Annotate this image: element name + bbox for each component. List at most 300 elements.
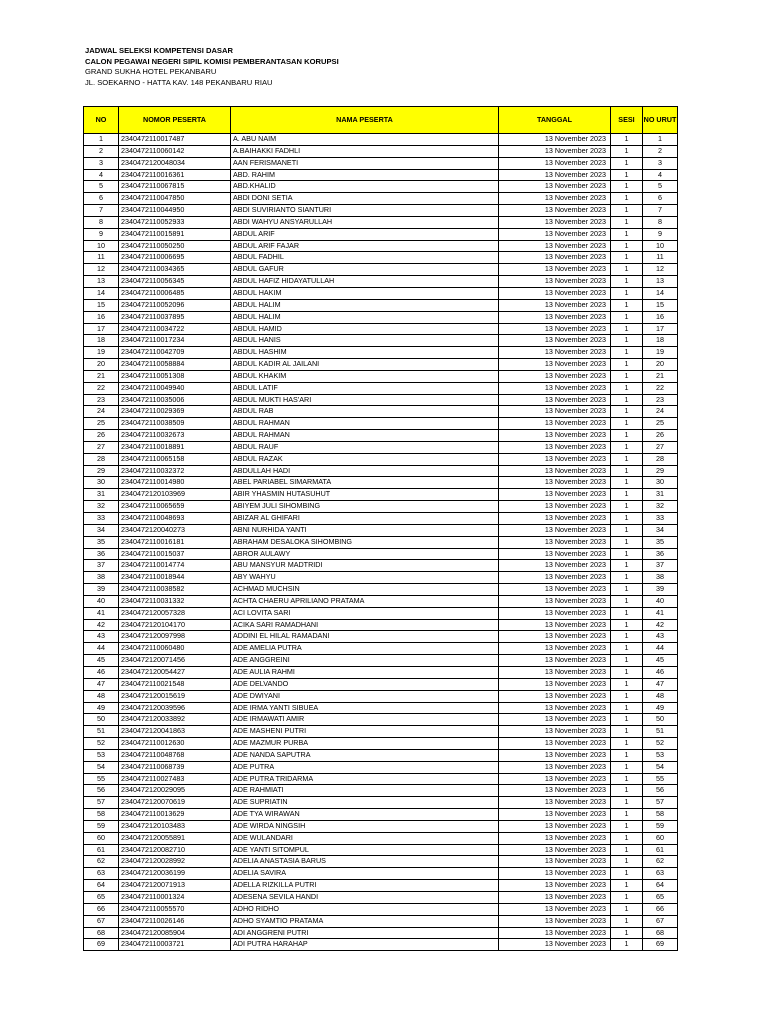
cell-no-urut: 29 [643,465,678,477]
cell-nama-peserta: ABDUL HALIM [231,311,499,323]
table-row [84,773,678,785]
cell-nama-peserta: ABRAHAM DESALOKA SIHOMBING [231,536,499,548]
cell-nama-peserta: ABU MANSYUR MADTRIDI [231,560,499,572]
cell-no: 34 [84,524,119,536]
cell-nama-peserta: ADHO RIDHO [231,903,499,915]
cell-no-urut: 9 [643,228,678,240]
cell-nama-peserta: ABDUL HAMID [231,323,499,335]
table-row [84,678,678,690]
cell-nama-peserta: ABDUL FADHIL [231,252,499,264]
cell-tanggal: 13 November 2023 [499,761,611,773]
cell-sesi: 1 [611,726,643,738]
cell-tanggal: 13 November 2023 [499,678,611,690]
cell-no-urut: 10 [643,240,678,252]
table-row [84,157,678,169]
cell-no: 5 [84,181,119,193]
cell-no: 8 [84,216,119,228]
cell-nomor-peserta: 2340472120033892 [119,714,231,726]
cell-no: 28 [84,453,119,465]
cell-no-urut: 50 [643,714,678,726]
cell-sesi: 1 [611,382,643,394]
table-row [84,643,678,655]
cell-nomor-peserta: 2340472110017234 [119,335,231,347]
cell-tanggal: 13 November 2023 [499,370,611,382]
cell-tanggal: 13 November 2023 [499,382,611,394]
cell-nama-peserta: ABD.KHALID [231,181,499,193]
table-row [84,252,678,264]
cell-tanggal: 13 November 2023 [499,157,611,169]
cell-no-urut: 44 [643,643,678,655]
cell-no-urut: 47 [643,678,678,690]
cell-tanggal: 13 November 2023 [499,430,611,442]
cell-sesi: 1 [611,595,643,607]
cell-nomor-peserta: 2340472110031332 [119,595,231,607]
cell-sesi: 1 [611,430,643,442]
cell-tanggal: 13 November 2023 [499,809,611,821]
cell-nama-peserta: ACIKA SARI RAMADHANI [231,619,499,631]
cell-no: 54 [84,761,119,773]
table-row [84,915,678,927]
venue-address: JL. SOEKARNO - HATTA KAV. 148 PEKANBARU RIAU [85,77,273,87]
cell-no: 4 [84,169,119,181]
cell-no-urut: 48 [643,690,678,702]
table-row [84,690,678,702]
cell-nomor-peserta: 2340472120097998 [119,631,231,643]
table-row [84,347,678,359]
cell-no-urut: 31 [643,489,678,501]
cell-no: 16 [84,311,119,323]
cell-nomor-peserta: 2340472120015619 [119,690,231,702]
cell-no-urut: 54 [643,761,678,773]
cell-nama-peserta: ABDI DONI SETIA [231,193,499,205]
cell-nomor-peserta: 2340472110027483 [119,773,231,785]
cell-no-urut: 57 [643,797,678,809]
cell-tanggal: 13 November 2023 [499,299,611,311]
table-row [84,430,678,442]
cell-tanggal: 13 November 2023 [499,844,611,856]
cell-sesi: 1 [611,335,643,347]
table-row [84,749,678,761]
cell-no: 35 [84,536,119,548]
table-row [84,856,678,868]
cell-nama-peserta: ADELIA SAVIRA [231,868,499,880]
col-header-nomor-peserta: NOMOR PESERTA [119,107,231,134]
table-row [84,939,678,951]
table-row [84,809,678,821]
cell-nomor-peserta: 2340472110038582 [119,584,231,596]
cell-nomor-peserta: 2340472110065158 [119,453,231,465]
cell-tanggal: 13 November 2023 [499,631,611,643]
cell-nomor-peserta: 2340472110034722 [119,323,231,335]
cell-sesi: 1 [611,655,643,667]
cell-nomor-peserta: 2340472110015891 [119,228,231,240]
cell-nomor-peserta: 2340472110060480 [119,643,231,655]
cell-no-urut: 61 [643,844,678,856]
table-row [84,595,678,607]
cell-nomor-peserta: 2340472110048693 [119,513,231,525]
table-row [84,619,678,631]
cell-no: 20 [84,359,119,371]
table-row [84,323,678,335]
cell-nomor-peserta: 2340472120028992 [119,856,231,868]
cell-no-urut: 41 [643,607,678,619]
cell-nama-peserta: ACHMAD MUCHSIN [231,584,499,596]
cell-tanggal: 13 November 2023 [499,773,611,785]
cell-sesi: 1 [611,441,643,453]
cell-nama-peserta: ABDULLAH HADI [231,465,499,477]
cell-no-urut: 30 [643,477,678,489]
cell-no-urut: 3 [643,157,678,169]
cell-no: 33 [84,513,119,525]
cell-nomor-peserta: 2340472110049940 [119,382,231,394]
table-row [84,761,678,773]
cell-no-urut: 60 [643,832,678,844]
cell-no-urut: 65 [643,892,678,904]
table-row [84,264,678,276]
cell-nomor-peserta: 2340472110018891 [119,441,231,453]
cell-no-urut: 21 [643,370,678,382]
cell-no: 14 [84,287,119,299]
cell-tanggal: 13 November 2023 [499,145,611,157]
table-row [84,702,678,714]
cell-nama-peserta: ABIR YHASMIN HUTASUHUT [231,489,499,501]
cell-sesi: 1 [611,311,643,323]
cell-nomor-peserta: 2340472120054427 [119,666,231,678]
cell-nomor-peserta: 2340472120082710 [119,844,231,856]
cell-nomor-peserta: 2340472120040273 [119,524,231,536]
schedule-title: JADWAL SELEKSI KOMPETENSI DASAR [85,46,233,55]
cell-nama-peserta: ADE AMELIA PUTRA [231,643,499,655]
cell-tanggal: 13 November 2023 [499,453,611,465]
cell-nama-peserta: ADE YANTI SITOMPUL [231,844,499,856]
cell-nama-peserta: ABDUL HAKIM [231,287,499,299]
table-row [84,880,678,892]
cell-no: 18 [84,335,119,347]
cell-sesi: 1 [611,666,643,678]
table-row [84,205,678,217]
cell-tanggal: 13 November 2023 [499,193,611,205]
cell-nomor-peserta: 2340472110026146 [119,915,231,927]
cell-no: 27 [84,441,119,453]
cell-sesi: 1 [611,927,643,939]
document-header [85,46,339,88]
table-row [84,240,678,252]
cell-nomor-peserta: 2340472110029369 [119,406,231,418]
cell-nama-peserta: ADDINI EL HILAL RAMADANI [231,631,499,643]
cell-nama-peserta: ADELLA RIZKILLA PUTRI [231,880,499,892]
cell-no-urut: 28 [643,453,678,465]
cell-no-urut: 40 [643,595,678,607]
cell-no-urut: 34 [643,524,678,536]
cell-nomor-peserta: 2340472120036199 [119,868,231,880]
cell-no: 23 [84,394,119,406]
cell-no-urut: 4 [643,169,678,181]
cell-nomor-peserta: 2340472110052096 [119,299,231,311]
cell-no-urut: 62 [643,856,678,868]
cell-no: 68 [84,927,119,939]
table-row [84,453,678,465]
cell-no-urut: 26 [643,430,678,442]
cell-nama-peserta: ADE WULANDARI [231,832,499,844]
cell-nama-peserta: ADE IRMAWATI AMIR [231,714,499,726]
table-row [84,655,678,667]
cell-no: 43 [84,631,119,643]
cell-no: 3 [84,157,119,169]
cell-no-urut: 42 [643,619,678,631]
cell-no: 30 [84,477,119,489]
cell-nomor-peserta: 2340472110051308 [119,370,231,382]
cell-nomor-peserta: 2340472110068739 [119,761,231,773]
cell-sesi: 1 [611,536,643,548]
cell-no: 21 [84,370,119,382]
cell-sesi: 1 [611,939,643,951]
cell-tanggal: 13 November 2023 [499,643,611,655]
cell-nama-peserta: ABDUL RAHMAN [231,430,499,442]
cell-nama-peserta: ABDUL HAFIZ HIDAYATULLAH [231,276,499,288]
cell-sesi: 1 [611,418,643,430]
cell-no-urut: 46 [643,666,678,678]
cell-no: 64 [84,880,119,892]
col-header-nama-peserta: NAMA PESERTA [231,107,499,134]
cell-nama-peserta: ADE MAZMUR PURBA [231,738,499,750]
cell-no: 45 [84,655,119,667]
cell-no: 37 [84,560,119,572]
cell-nama-peserta: ABDUL HASHIM [231,347,499,359]
cell-tanggal: 13 November 2023 [499,347,611,359]
cell-tanggal: 13 November 2023 [499,927,611,939]
cell-no-urut: 38 [643,572,678,584]
cell-nomor-peserta: 2340472110042709 [119,347,231,359]
cell-sesi: 1 [611,406,643,418]
cell-sesi: 1 [611,359,643,371]
cell-nomor-peserta: 2340472120057328 [119,607,231,619]
candidate-title: CALON PEGAWAI NEGERI SIPIL KOMISI PEMBERANTASAN KORUPSI [85,56,339,66]
cell-sesi: 1 [611,832,643,844]
cell-nomor-peserta: 2340472110048768 [119,749,231,761]
cell-nama-peserta: ABROR AULAWY [231,548,499,560]
cell-no-urut: 7 [643,205,678,217]
cell-no-urut: 43 [643,631,678,643]
cell-nama-peserta: A. ABU NAIM [231,134,499,146]
cell-sesi: 1 [611,465,643,477]
cell-sesi: 1 [611,501,643,513]
cell-nama-peserta: ADE TYA WIRAWAN [231,809,499,821]
cell-sesi: 1 [611,548,643,560]
cell-tanggal: 13 November 2023 [499,276,611,288]
cell-no: 57 [84,797,119,809]
cell-sesi: 1 [611,797,643,809]
cell-no: 41 [84,607,119,619]
cell-tanggal: 13 November 2023 [499,181,611,193]
cell-nama-peserta: ADELIA ANASTASIA BARUS [231,856,499,868]
cell-nama-peserta: ADE PUTRA [231,761,499,773]
cell-tanggal: 13 November 2023 [499,311,611,323]
cell-tanggal: 13 November 2023 [499,572,611,584]
cell-nama-peserta: ADE IRMA YANTI SIBUEA [231,702,499,714]
cell-tanggal: 13 November 2023 [499,524,611,536]
table-row [84,927,678,939]
cell-sesi: 1 [611,513,643,525]
cell-nomor-peserta: 2340472110034365 [119,264,231,276]
cell-nomor-peserta: 2340472110065659 [119,501,231,513]
cell-sesi: 1 [611,690,643,702]
cell-no-urut: 1 [643,134,678,146]
table-row [84,714,678,726]
cell-nama-peserta: ADE DWIYANI [231,690,499,702]
cell-no: 47 [84,678,119,690]
cell-tanggal: 13 November 2023 [499,406,611,418]
table-row [84,524,678,536]
table-row [84,382,678,394]
cell-tanggal: 13 November 2023 [499,560,611,572]
cell-sesi: 1 [611,524,643,536]
cell-nomor-peserta: 2340472120039596 [119,702,231,714]
cell-nama-peserta: ABDUL HANIS [231,335,499,347]
cell-no-urut: 17 [643,323,678,335]
cell-nomor-peserta: 2340472110055570 [119,903,231,915]
cell-nomor-peserta: 2340472120085904 [119,927,231,939]
cell-no: 12 [84,264,119,276]
cell-no: 48 [84,690,119,702]
cell-tanggal: 13 November 2023 [499,915,611,927]
cell-no: 15 [84,299,119,311]
cell-nomor-peserta: 2340472120071456 [119,655,231,667]
cell-sesi: 1 [611,264,643,276]
cell-tanggal: 13 November 2023 [499,892,611,904]
table-row [84,548,678,560]
cell-no: 66 [84,903,119,915]
cell-nomor-peserta: 2340472120041863 [119,726,231,738]
cell-no: 39 [84,584,119,596]
cell-no-urut: 66 [643,903,678,915]
cell-no-urut: 25 [643,418,678,430]
cell-tanggal: 13 November 2023 [499,169,611,181]
cell-tanggal: 13 November 2023 [499,513,611,525]
cell-tanggal: 13 November 2023 [499,134,611,146]
cell-sesi: 1 [611,714,643,726]
cell-tanggal: 13 November 2023 [499,702,611,714]
cell-tanggal: 13 November 2023 [499,595,611,607]
table-row [84,832,678,844]
cell-no: 69 [84,939,119,951]
cell-no-urut: 2 [643,145,678,157]
cell-nama-peserta: ADE MASHENI PUTRI [231,726,499,738]
cell-no-urut: 13 [643,276,678,288]
cell-nama-peserta: ADHO SYAMTIO PRATAMA [231,915,499,927]
cell-tanggal: 13 November 2023 [499,655,611,667]
cell-tanggal: 13 November 2023 [499,418,611,430]
cell-nomor-peserta: 2340472110006695 [119,252,231,264]
table-row [84,892,678,904]
cell-nama-peserta: ADE DELVANDO [231,678,499,690]
col-header-no: NO [84,107,119,134]
cell-no: 60 [84,832,119,844]
col-header-no-urut: NO URUT [643,107,678,134]
cell-no: 58 [84,809,119,821]
cell-sesi: 1 [611,489,643,501]
cell-no-urut: 63 [643,868,678,880]
cell-tanggal: 13 November 2023 [499,216,611,228]
cell-nama-peserta: ABDI SUVIRIANTO SIANTURI [231,205,499,217]
cell-tanggal: 13 November 2023 [499,820,611,832]
cell-no: 9 [84,228,119,240]
cell-nama-peserta: ABDUL RAB [231,406,499,418]
cell-sesi: 1 [611,820,643,832]
cell-no-urut: 53 [643,749,678,761]
cell-nomor-peserta: 2340472120029095 [119,785,231,797]
cell-nama-peserta: ABNI NURHIDA YANTI [231,524,499,536]
cell-sesi: 1 [611,631,643,643]
cell-no-urut: 58 [643,809,678,821]
cell-nama-peserta: ABY WAHYU [231,572,499,584]
table-header-row [84,107,678,134]
cell-nama-peserta: ADI ANGGRENI PUTRI [231,927,499,939]
cell-nomor-peserta: 2340472110016361 [119,169,231,181]
table-row [84,418,678,430]
cell-nama-peserta: ABDUL KHAKIM [231,370,499,382]
cell-no: 7 [84,205,119,217]
cell-nomor-peserta: 2340472120104170 [119,619,231,631]
cell-sesi: 1 [611,276,643,288]
table-row [84,181,678,193]
cell-tanggal: 13 November 2023 [499,501,611,513]
cell-tanggal: 13 November 2023 [499,205,611,217]
cell-tanggal: 13 November 2023 [499,856,611,868]
cell-nama-peserta: ABDUL HALIM [231,299,499,311]
cell-no: 36 [84,548,119,560]
cell-nama-peserta: ADE AULIA RAHMI [231,666,499,678]
cell-tanggal: 13 November 2023 [499,714,611,726]
cell-tanggal: 13 November 2023 [499,726,611,738]
participant-table [83,106,678,951]
cell-no-urut: 69 [643,939,678,951]
cell-nama-peserta: ADE ANGGREINI [231,655,499,667]
cell-nama-peserta: ADE PUTRA TRIDARMA [231,773,499,785]
cell-tanggal: 13 November 2023 [499,690,611,702]
cell-sesi: 1 [611,252,643,264]
cell-tanggal: 13 November 2023 [499,441,611,453]
cell-tanggal: 13 November 2023 [499,738,611,750]
cell-nomor-peserta: 2340472120071913 [119,880,231,892]
table-row [84,607,678,619]
cell-tanggal: 13 November 2023 [499,548,611,560]
cell-nama-peserta: ABDUL GAFUR [231,264,499,276]
cell-sesi: 1 [611,323,643,335]
cell-no: 67 [84,915,119,927]
cell-nama-peserta: ADI PUTRA HARAHAP [231,939,499,951]
cell-nama-peserta: ABIYEM JULI SIHOMBING [231,501,499,513]
cell-nama-peserta: ADE WIRDA NINGSIH [231,820,499,832]
cell-nama-peserta: ADESENA SEVILA HANDI [231,892,499,904]
cell-sesi: 1 [611,181,643,193]
cell-nomor-peserta: 2340472120103483 [119,820,231,832]
cell-no: 56 [84,785,119,797]
cell-tanggal: 13 November 2023 [499,264,611,276]
cell-no-urut: 20 [643,359,678,371]
cell-no: 17 [84,323,119,335]
cell-sesi: 1 [611,560,643,572]
cell-nomor-peserta: 2340472110044950 [119,205,231,217]
cell-no: 40 [84,595,119,607]
cell-tanggal: 13 November 2023 [499,335,611,347]
cell-no-urut: 59 [643,820,678,832]
cell-sesi: 1 [611,287,643,299]
cell-tanggal: 13 November 2023 [499,939,611,951]
cell-no-urut: 33 [643,513,678,525]
cell-no: 49 [84,702,119,714]
cell-nomor-peserta: 2340472110056345 [119,276,231,288]
cell-nomor-peserta: 2340472110047850 [119,193,231,205]
